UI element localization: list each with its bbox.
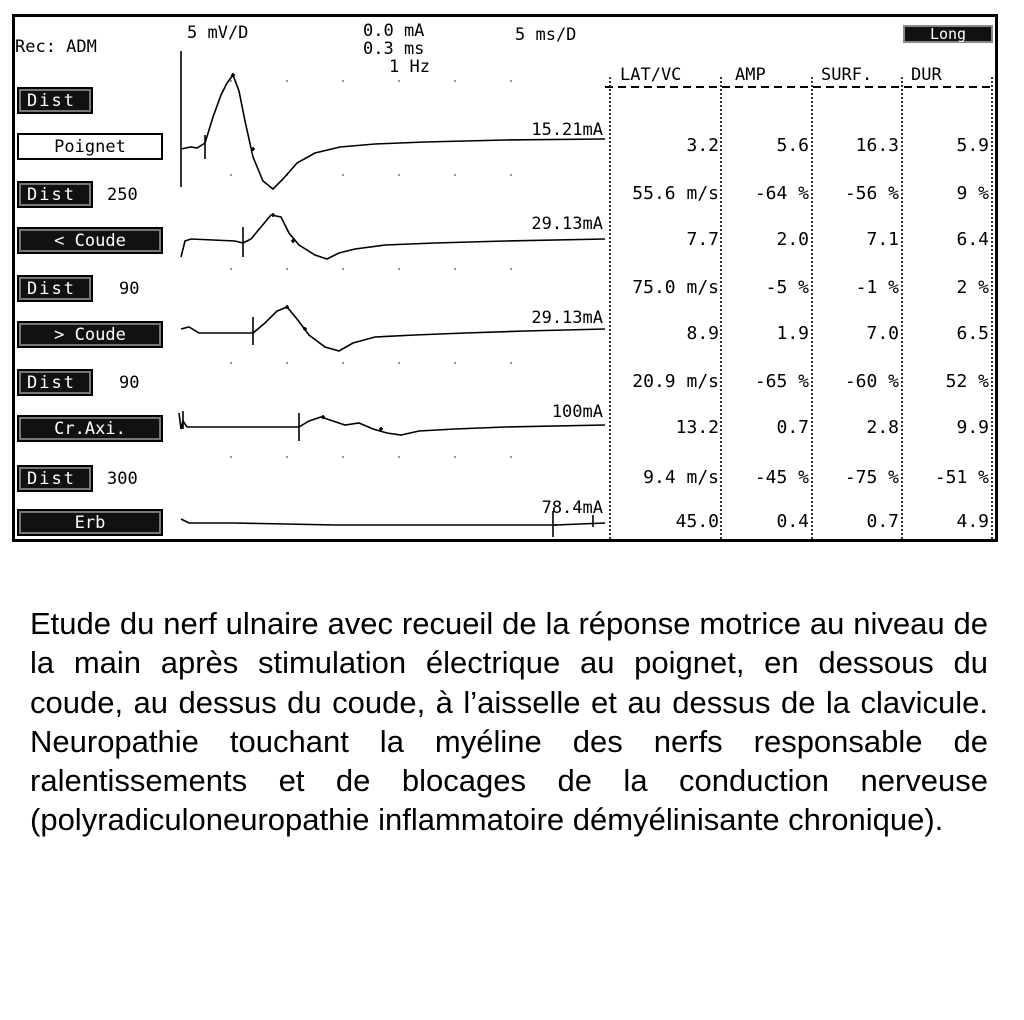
column-header-dur: DUR: [911, 65, 942, 85]
stim-rate-label: 1 Hz: [389, 57, 430, 77]
cell-dur-coude-below: 6.4: [956, 229, 989, 250]
cell-dur-change-segment-2: 2 %: [956, 277, 989, 298]
stim-current-label: 0.0 mA: [363, 21, 425, 41]
column-separator: [720, 77, 722, 539]
cell-lat-coude-above: 8.9: [686, 323, 719, 344]
cell-vc-segment-2: 75.0 m/s: [632, 277, 719, 298]
cell-dur-change-segment-3: 52 %: [945, 371, 989, 392]
intensity-label-coude-above: 29.13mA: [531, 308, 603, 328]
recording-label: Rec: ADM: [15, 37, 97, 57]
stim-duration-label: 0.3 ms: [363, 39, 425, 59]
trace-axilla: [179, 413, 605, 435]
cell-dur-change-segment-1: 9 %: [956, 183, 989, 204]
cell-amp-poignet: 5.6: [776, 135, 809, 156]
cell-dur-erb: 4.9: [956, 511, 989, 532]
cell-lat-axilla: 13.2: [675, 417, 719, 438]
dist-button-0[interactable]: Dist: [17, 87, 93, 114]
cell-dur-change-segment-4: -51 %: [934, 467, 989, 488]
cell-amp-axilla: 0.7: [776, 417, 809, 438]
cell-amp-erb: 0.4: [776, 511, 809, 532]
dist-value-1: 250: [107, 185, 138, 205]
cell-dur-poignet: 5.9: [956, 135, 989, 156]
dist-button-4[interactable]: Dist: [17, 465, 93, 492]
cell-surf-coude-above: 7.0: [866, 323, 899, 344]
site-button-axilla[interactable]: Cr.Axi.: [17, 415, 163, 442]
site-button-coude-above[interactable]: > Coude: [17, 321, 163, 348]
emg-screen: [12, 14, 998, 542]
dist-button-1[interactable]: Dist: [17, 181, 93, 208]
cell-surf-change-segment-1: -56 %: [844, 183, 899, 204]
cell-surf-erb: 0.7: [866, 511, 899, 532]
cell-amp-change-segment-1: -64 %: [754, 183, 809, 204]
site-button-poignet[interactable]: Poignet: [17, 133, 163, 160]
column-separator: [811, 77, 813, 539]
cell-lat-coude-below: 7.7: [686, 229, 719, 250]
cell-surf-coude-below: 7.1: [866, 229, 899, 250]
cell-amp-change-segment-3: -65 %: [754, 371, 809, 392]
intensity-label-axilla: 100mA: [551, 402, 603, 422]
cell-amp-change-segment-2: -5 %: [765, 277, 809, 298]
cell-surf-change-segment-2: -1 %: [855, 277, 899, 298]
column-separator: [901, 77, 903, 539]
cell-vc-segment-1: 55.6 m/s: [632, 183, 719, 204]
dist-value-4: 300: [107, 469, 138, 489]
dist-button-3[interactable]: Dist: [17, 369, 93, 396]
grid-dots: [230, 80, 512, 458]
cell-surf-change-segment-3: -60 %: [844, 371, 899, 392]
gain-label: 5 mV/D: [187, 23, 249, 43]
cell-amp-coude-above: 1.9: [776, 323, 809, 344]
intensity-label-poignet: 15.21mA: [531, 120, 603, 140]
cell-amp-change-segment-4: -45 %: [754, 467, 809, 488]
figure-caption: Etude du nerf ulnaire avec recueil de la réponse motrice au niveau de la main après stimulation électrique au poignet, en dessous du coude, au dessus du coude, à l’aisselle et au dessus de la clavicule. Neuropathie touchant la myéline des nerfs responsable de ralentissements et de blocages de la conduction nerveuse (polyradiculoneuropathie inflammatoire démyélinisante chronique).: [30, 606, 988, 838]
column-header-lat: LAT/VC: [620, 65, 682, 85]
cell-surf-poignet: 16.3: [855, 135, 899, 156]
column-separator: [609, 77, 611, 539]
intensity-label-coude-below: 29.13mA: [531, 214, 603, 234]
cell-surf-axilla: 2.8: [866, 417, 899, 438]
intensity-label-erb: 78.4mA: [541, 498, 603, 518]
long-button[interactable]: Long: [903, 25, 993, 43]
site-button-erb[interactable]: Erb: [17, 509, 163, 536]
cell-dur-coude-above: 6.5: [956, 323, 989, 344]
cell-dur-axilla: 9.9: [956, 417, 989, 438]
cell-vc-segment-4: 9.4 m/s: [643, 467, 719, 488]
cell-surf-change-segment-4: -75 %: [844, 467, 899, 488]
dist-value-3: 90: [119, 373, 140, 393]
sweep-label: 5 ms/D: [515, 25, 577, 45]
cell-amp-coude-below: 2.0: [776, 229, 809, 250]
cell-lat-erb: 45.0: [675, 511, 719, 532]
dist-value-2: 90: [119, 279, 140, 299]
cell-lat-poignet: 3.2: [686, 135, 719, 156]
column-header-amp: AMP: [735, 65, 766, 85]
dist-button-2[interactable]: Dist: [17, 275, 93, 302]
trace-erb: [181, 519, 605, 525]
column-separator: [991, 77, 993, 539]
cell-vc-segment-3: 20.9 m/s: [632, 371, 719, 392]
column-header-surf: SURF.: [821, 65, 873, 85]
site-button-coude-below[interactable]: < Coude: [17, 227, 163, 254]
column-header-underline: [605, 85, 995, 89]
waveform-panel: [175, 17, 607, 542]
